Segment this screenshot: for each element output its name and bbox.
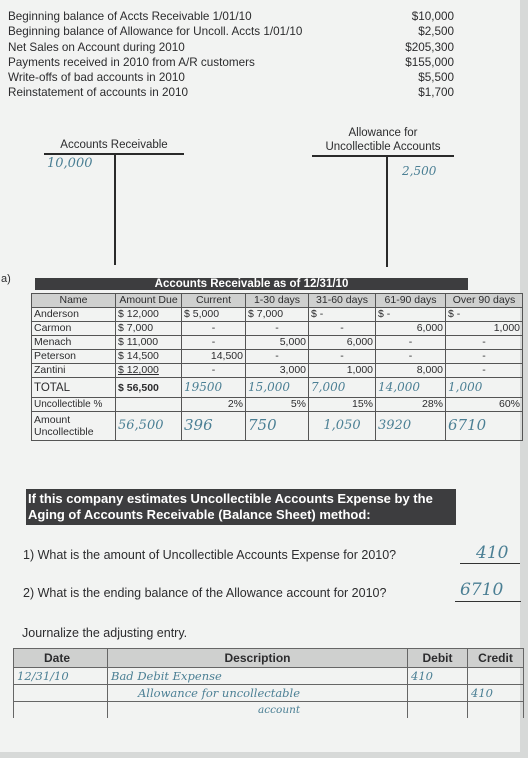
allowance-t-account-topbar xyxy=(312,155,454,157)
answer-1-line xyxy=(460,563,520,564)
fact-row: Net Sales on Account during 2010 $205,300 xyxy=(8,40,454,54)
facts-list xyxy=(8,9,454,101)
journal-header-row: Date Description Debit Credit xyxy=(14,649,524,668)
table-row: Carmon $ 7,000 - - - 6,000 1,000 xyxy=(32,322,523,336)
table-row: Anderson $ 12,000 $ 5,000 $ 7,000 $ - $ - $ - xyxy=(32,308,523,322)
aging-table-title: Accounts Receivable as of 12/31/10 xyxy=(35,278,468,290)
journal-row: account xyxy=(14,702,524,719)
fact-row: Reinstatement of accounts in 2010 $1,700 xyxy=(8,86,454,100)
fact-row: Beginning balance of Accts Receivable 1/01/10 $10,000 xyxy=(8,10,454,23)
table-row: Zantini $ 12,000 - 3,000 1,000 8,000 - xyxy=(32,364,523,378)
journal-row: 12/31/10 Bad Debit Expense 410 xyxy=(14,668,524,685)
ar-beginning-entry: 10,000 xyxy=(47,156,93,171)
table-row: Menach $ 11,000 - 5,000 6,000 - - xyxy=(32,336,523,350)
total-row: TOTAL $ 56,500 19500 15,000 7,000 14,000 1,000 xyxy=(32,378,523,398)
allowance-t-account-title: Allowance for Uncollectible Accounts xyxy=(325,127,441,153)
ar-t-account-title: Accounts Receivable xyxy=(60,139,168,151)
journal-label: Journalize the adjusting entry. xyxy=(22,626,188,640)
answer-2: 6710 xyxy=(460,580,504,600)
fact-row: Beginning balance of Allowance for Uncoll. Accts 1/01/10 $2,500 xyxy=(8,25,454,39)
part-a-label: a) xyxy=(1,273,11,285)
fact-row: Payments received in 2010 from A/R customers $155,000 xyxy=(8,55,454,69)
question-1: 1) What is the amount of Uncollectible Accounts Expense for 2010? xyxy=(23,548,397,562)
aging-header-row: Name Amount Due Current 1-30 days 31-60 days 61-90 days Over 90 days xyxy=(32,294,523,308)
allowance-beginning-entry: 2,500 xyxy=(402,164,437,178)
uncollectible-pct-row: Uncollectible % 2% 5% 15% 28% 60% xyxy=(32,398,523,412)
aging-table xyxy=(31,293,523,441)
method-banner: If this company estimates Uncollectible Accounts Expense by the Aging of Accounts Receivable (Balance Sheet) method: xyxy=(26,489,456,525)
allowance-t-account-divider xyxy=(386,155,388,267)
question-2: 2) What is the ending balance of the Allowance account for 2010? xyxy=(23,586,387,600)
answer-2-line xyxy=(455,601,521,602)
fact-row: Write-offs of bad accounts in 2010 $5,500 xyxy=(8,71,454,85)
journal-row: Allowance for uncollectable 410 xyxy=(14,685,524,702)
ar-t-account-divider xyxy=(114,153,116,265)
answer-1: 410 xyxy=(476,543,509,563)
amount-uncollectible-row: Amount Uncollectible 56,500 396 750 1,050 3920 6710 xyxy=(32,412,523,441)
table-row: Peterson $ 14,500 14,500 - - - - xyxy=(32,350,523,364)
journal-table xyxy=(13,648,524,718)
